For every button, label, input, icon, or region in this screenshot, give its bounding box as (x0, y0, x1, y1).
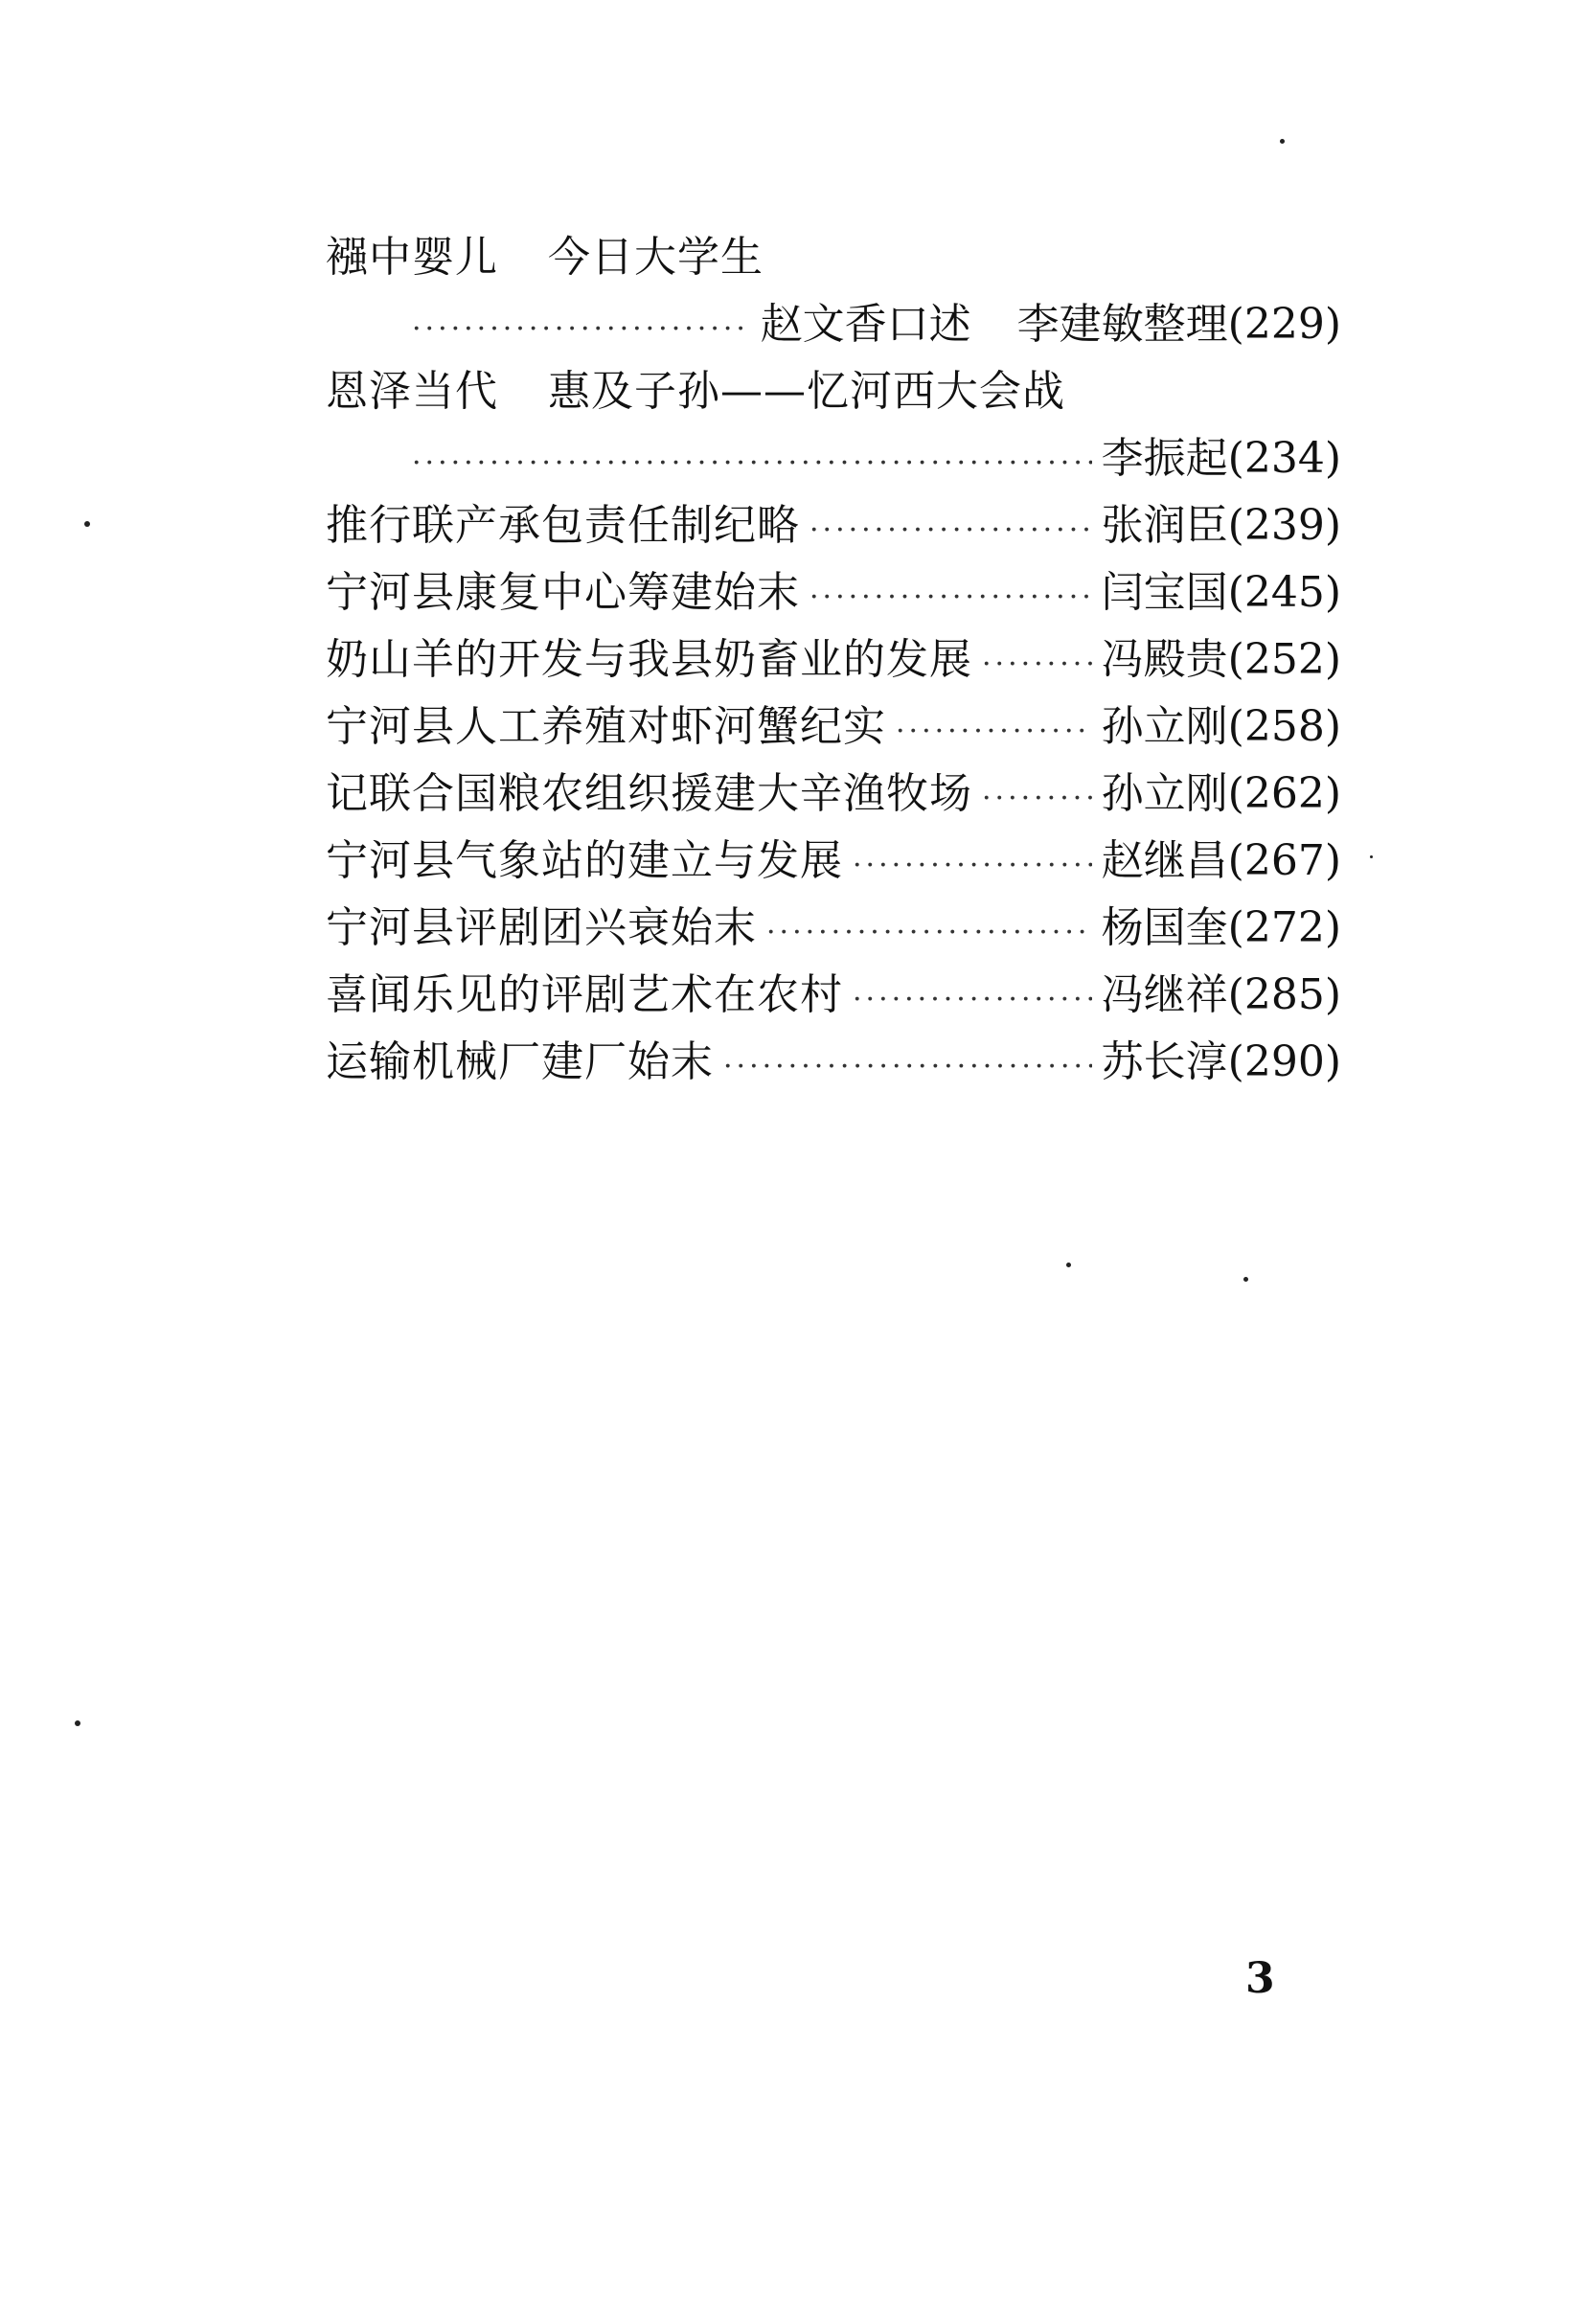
dot-leader (412, 296, 751, 363)
toc-entry-author: 闫宝国(245) (1101, 568, 1341, 617)
toc-entry (326, 1029, 1341, 1096)
toc-entry-editor: 李建敏整理(229) (1016, 300, 1341, 349)
toc-entry-author: 张润臣(239) (1101, 501, 1341, 550)
toc-entry-author: 赵文香口述 (760, 300, 971, 349)
toc-entry (326, 492, 1341, 559)
toc-entry-title: 宁河县评剧团兴衰始末 (326, 903, 757, 952)
toc-entry (326, 559, 1341, 626)
toc-entry-2-title-line (326, 358, 1341, 425)
toc-entry-subtitle: 惠及子孙——忆河西大会战 (548, 367, 1065, 416)
dot-leader (766, 899, 1092, 967)
dot-leader (853, 832, 1092, 899)
dot-leader (809, 497, 1092, 564)
dot-leader (853, 967, 1092, 1034)
dot-leader (412, 430, 1092, 497)
scan-speck (84, 521, 90, 527)
dot-leader (982, 631, 1092, 698)
toc-entry-author: 孙立刚(258) (1101, 702, 1341, 751)
dot-leader (896, 698, 1092, 765)
toc-entry-author: 杨国奎(272) (1101, 903, 1341, 952)
toc-entry-author: 赵继昌(267) (1101, 836, 1341, 885)
toc-entry-author: 冯殿贵(252) (1101, 635, 1341, 684)
scan-speck (75, 1720, 80, 1726)
toc-entry-2-author-line (326, 425, 1341, 492)
dot-leader (723, 1034, 1092, 1101)
toc-entry-author: 孙立刚(262) (1101, 769, 1341, 818)
toc-entry-title: 喜闻乐见的评剧艺术在农村 (326, 970, 843, 1019)
toc-entry (326, 895, 1341, 962)
toc-entry-1-title-line (326, 224, 1341, 291)
toc-entry-author: 苏长淳(290) (1101, 1037, 1341, 1086)
scan-speck (1066, 1263, 1071, 1267)
scan-speck (1370, 855, 1373, 858)
scan-speck (1280, 139, 1285, 144)
toc-entry-title: 奶山羊的开发与我县奶畜业的发展 (326, 635, 972, 684)
toc-entry-title: 襁中婴儿 (326, 233, 498, 282)
toc-entry-title: 恩泽当代 (326, 367, 498, 416)
toc-entry-title: 宁河县康复中心筹建始末 (326, 568, 800, 617)
toc-entry (326, 694, 1341, 761)
toc-entry (326, 962, 1341, 1029)
dot-leader (809, 564, 1092, 631)
toc-entry-title: 宁河县气象站的建立与发展 (326, 836, 843, 885)
toc-entry-author: 冯继祥(285) (1101, 970, 1341, 1019)
table-of-contents (326, 224, 1341, 1096)
toc-entry (326, 626, 1341, 694)
toc-entry-title: 运输机械厂建厂始末 (326, 1037, 714, 1086)
toc-entry-author: 李振起(234) (1101, 434, 1341, 483)
toc-entry-title: 宁河县人工养殖对虾河蟹纪实 (326, 702, 886, 751)
scan-speck (1243, 1277, 1248, 1282)
page-number: 3 (1245, 1954, 1275, 2003)
toc-entry-title: 推行联产承包责任制纪略 (326, 501, 800, 550)
toc-entry-subtitle: 今日大学生 (548, 233, 764, 282)
toc-entry-title: 记联合国粮农组织援建大辛渔牧场 (326, 769, 972, 818)
toc-entry-1-author-line (326, 291, 1341, 358)
toc-entry (326, 828, 1341, 895)
toc-entry (326, 761, 1341, 828)
dot-leader (982, 765, 1092, 832)
